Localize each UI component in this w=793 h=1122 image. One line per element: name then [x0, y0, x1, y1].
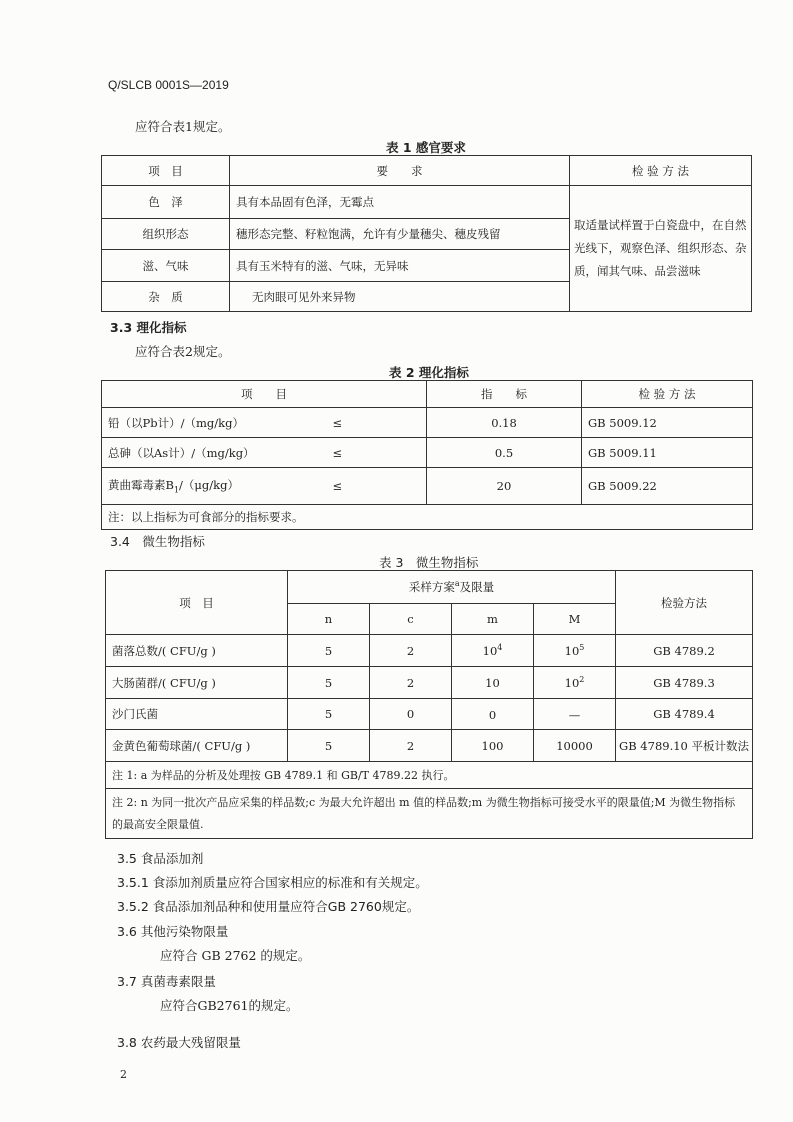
header-item: 项 目: [102, 381, 427, 408]
header-indicator: 指 标: [427, 381, 582, 408]
header-item: 项 目: [102, 156, 230, 186]
row-method: GB 5009.22: [582, 468, 753, 505]
row-requirement: 具有本品固有色泽，无霉点: [230, 186, 570, 219]
row-c: 2: [370, 730, 452, 762]
document-code: Q/SLCB 0001S—2019: [108, 78, 229, 92]
table3-caption: 表 3 微生物指标: [379, 555, 479, 570]
section-3-5-title: 3.5 食品添加剂: [117, 851, 204, 866]
row-M: $10^2$: [534, 667, 616, 699]
header-method: 检 验 方 法: [582, 381, 753, 408]
table2-caption: 表 2 理化指标: [389, 365, 469, 380]
section-3-4-title: 3.4 微生物指标: [110, 534, 205, 549]
row-value: 0.18: [427, 408, 582, 438]
row-method: GB 5009.11: [582, 438, 753, 468]
section-3-3-text: 应符合表2规定。: [135, 344, 231, 359]
header-requirement: 要 求: [230, 156, 570, 186]
row-item: 杂 质: [102, 282, 230, 312]
row-M: 10000: [534, 730, 616, 762]
section-3-6-title: 3.6 其他污染物限量: [117, 924, 229, 939]
microbial-table: [105, 570, 753, 839]
row-c: 2: [370, 635, 452, 667]
row-method: GB 5009.12: [582, 408, 753, 438]
row-item: 金黄色葡萄球菌/( CFU/g ): [106, 730, 288, 762]
table1-caption: 表 1 感官要求: [386, 140, 466, 155]
row-n: 5: [288, 699, 370, 730]
intro-text: 应符合表1规定。: [135, 119, 231, 134]
table3-note-2: 注 2: n 为同一批次产品应采集的样品数;c 为最大允许超出 m 值的样品数;m 为微生物指标可接受水平的限量值;M 为微生物指标的最高安全限量值.: [106, 789, 753, 839]
row-item: 色 泽: [102, 186, 230, 219]
row-n: 5: [288, 730, 370, 762]
row-method: GB 4789.4: [616, 699, 753, 730]
section-3-7-text: 应符合GB2761的规定。: [160, 998, 299, 1013]
row-item: 菌落总数/( CFU/g ): [106, 635, 288, 667]
header-sampling-plan: 采样方案$^a$及限量: [288, 571, 616, 604]
header-n: n: [288, 604, 370, 635]
row-m: 0: [452, 699, 534, 730]
row-method: GB 4789.2: [616, 635, 753, 667]
row-item: 大肠菌群/( CFU/g ): [106, 667, 288, 699]
header-c: c: [370, 604, 452, 635]
row-requirement: 穗形态完整、籽粒饱满，允许有少量穗尖、穗皮残留: [230, 219, 570, 250]
row-item: 沙门氏菌: [106, 699, 288, 730]
row-n: 5: [288, 667, 370, 699]
row-value: 0.5: [427, 438, 582, 468]
inspection-method: 取适量试样置于白瓷盘中，在自然光线下，观察色泽、组织形态、杂质，闻其气味、品尝滋味: [570, 186, 752, 312]
row-item: 铅（以Pb计）/（mg/kg）: [102, 408, 327, 438]
row-m: 10: [452, 667, 534, 699]
header-m: m: [452, 604, 534, 635]
row-item: 黄曲霉毒素$B_1/(\mu g/kg)$: [102, 468, 327, 505]
section-3-3-title: 3.3 理化指标: [110, 320, 187, 335]
section-3-7-title: 3.7 真菌毒素限量: [117, 974, 216, 989]
page-number: 2: [120, 1068, 127, 1081]
row-comparator: ≤: [327, 438, 427, 468]
row-c: 0: [370, 699, 452, 730]
row-c: 2: [370, 667, 452, 699]
row-M: $10^5$: [534, 635, 616, 667]
table2-note: 注：以上指标为可食部分的指标要求。: [102, 505, 753, 530]
row-M: —: [534, 699, 616, 730]
header-item: 项 目: [106, 571, 288, 635]
row-item: 总砷（以As计）/（mg/kg）: [102, 438, 327, 468]
header-method: 检 验 方 法: [570, 156, 752, 186]
table3-note-1: 注 1: a 为样品的分析及处理按 GB 4789.1 和 GB/T 4789.22 执行。: [106, 762, 753, 789]
row-item: 滋、气味: [102, 250, 230, 282]
header-method: 检验方法: [616, 571, 753, 635]
row-value: 20: [427, 468, 582, 505]
row-m: 100: [452, 730, 534, 762]
section-3-8-title: 3.8 农药最大残留限量: [117, 1035, 241, 1050]
section-3-5-2: 3.5.2 食品添加剂品种和使用量应符合GB 2760规定。: [117, 899, 420, 914]
header-M: M: [534, 604, 616, 635]
row-item: 组织形态: [102, 219, 230, 250]
row-method: GB 4789.10 平板计数法: [616, 730, 753, 762]
row-m: $10^4$: [452, 635, 534, 667]
sensory-table: [101, 155, 752, 312]
row-comparator: ≤: [327, 408, 427, 438]
section-3-5-1: 3.5.1 食添加剂质量应符合国家相应的标准和有关规定。: [117, 875, 428, 890]
section-3-6-text: 应符合 GB 2762 的规定。: [160, 948, 311, 963]
row-requirement: 无肉眼可见外来异物: [230, 282, 570, 312]
physicochemical-table: [101, 380, 753, 530]
row-comparator: ≤: [327, 468, 427, 505]
row-n: 5: [288, 635, 370, 667]
row-requirement: 具有玉米特有的滋、气味，无异味: [230, 250, 570, 282]
row-method: GB 4789.3: [616, 667, 753, 699]
